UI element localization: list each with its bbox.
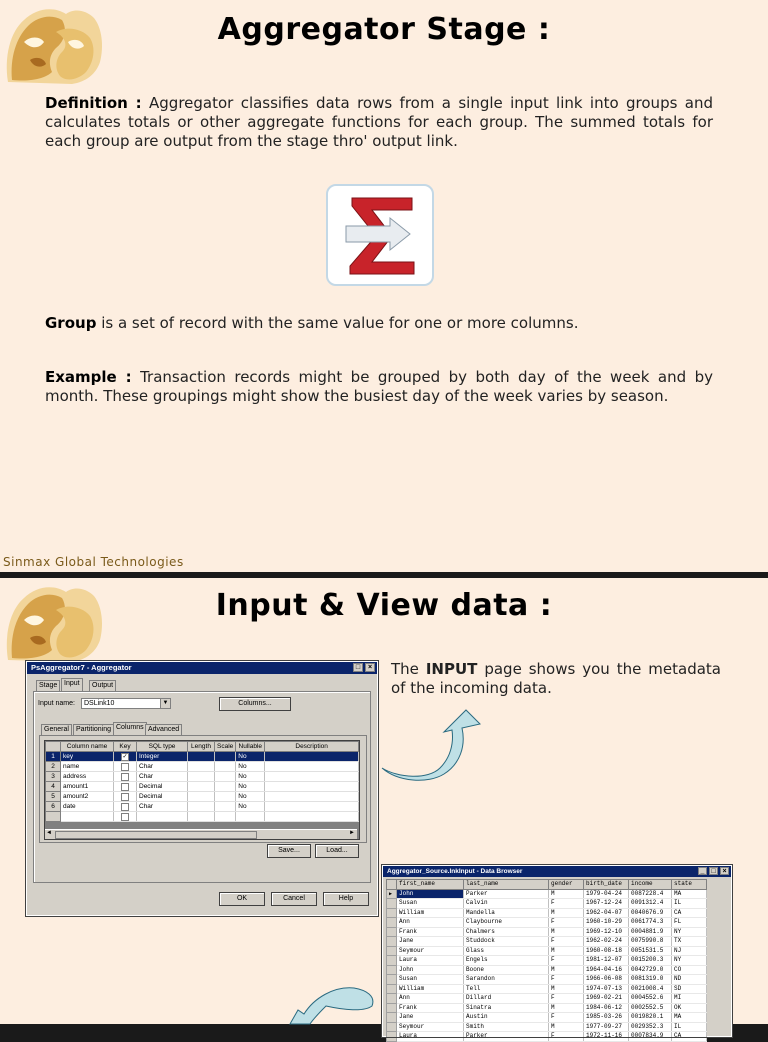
browser-cell[interactable]: 1969-02-21 [584,994,629,1004]
browser-cell[interactable]: Chalmers [464,927,549,937]
dialog-title: PsAggregator7 - Aggregator [31,663,132,672]
row-header[interactable] [387,1032,397,1042]
table-row[interactable] [387,1022,707,1032]
browser-cell[interactable]: MA [672,1013,707,1023]
length-cell[interactable] [188,752,215,762]
table-row[interactable] [387,899,707,909]
length-cell[interactable] [188,772,215,782]
browser-cell[interactable]: NY [672,956,707,966]
column-name-cell[interactable]: name [61,762,114,772]
browser-cell[interactable]: Frank [397,927,464,937]
maximize-icon[interactable]: □ [353,663,363,672]
browser-cell[interactable]: Studdock [464,937,549,947]
browser-cell[interactable]: William [397,984,464,994]
definition-text: Aggregator classifies data rows from a single input link into groups and calculates totals or other aggregate functions for each group. The summed totals for each group are output from the stage thro' output link. [45,94,713,150]
table-row-new[interactable] [46,812,359,822]
input-page-description [391,660,721,698]
nullable-cell[interactable]: No [236,792,265,802]
browser-title: Aggregator_Source.lnkInput - Data Browser [387,868,523,875]
browser-cell[interactable]: Sarandon [464,975,549,985]
browser-cell[interactable]: Engels [464,956,549,966]
scale-cell[interactable] [215,782,236,792]
columns-table [45,741,359,822]
table-row[interactable] [387,918,707,928]
browser-cell[interactable]: IL [672,1022,707,1032]
browser-cell[interactable]: M [549,908,584,918]
columns-button[interactable]: Columns... [219,697,291,711]
browser-cell[interactable]: FL [672,918,707,928]
row-number: 2 [46,762,61,772]
data-browser-window [382,865,732,1040]
description-cell[interactable] [265,752,359,762]
browser-cell[interactable]: 0029352.3 [629,1022,672,1032]
browser-cell[interactable]: 1972-11-16 [584,1032,629,1042]
browser-cell[interactable]: 1964-04-16 [584,965,629,975]
description-cell[interactable] [265,802,359,812]
maximize-icon[interactable]: □ [709,867,718,875]
browser-cell[interactable]: Tell [464,984,549,994]
sql-type-cell[interactable]: Char [137,772,188,782]
row-header[interactable] [387,927,397,937]
browser-cell[interactable]: 1969-12-10 [584,927,629,937]
row-header[interactable] [387,937,397,947]
sql-type-cell[interactable]: Integer [137,752,188,762]
browser-cell[interactable]: 1974-07-13 [584,984,629,994]
row-number: 1 [46,752,61,762]
browser-cell[interactable]: 0040676.9 [629,908,672,918]
column-name-cell[interactable]: date [61,802,114,812]
browser-cell[interactable]: M [549,965,584,975]
cancel-button[interactable]: Cancel [271,892,317,906]
row-header[interactable] [387,984,397,994]
browser-cell[interactable]: 1985-03-26 [584,1013,629,1023]
browser-cell[interactable]: John [397,965,464,975]
browser-cell[interactable]: Dillard [464,994,549,1004]
row-header[interactable] [387,946,397,956]
column-header[interactable]: last_name [464,880,549,890]
nullable-cell[interactable]: No [236,802,265,812]
row-header[interactable] [387,1003,397,1013]
browser-cell[interactable]: 1960-08-18 [584,946,629,956]
browser-cell[interactable]: 0004881.9 [629,927,672,937]
horizontal-scrollbar[interactable] [45,829,357,839]
browser-cell[interactable]: OK [672,1003,707,1013]
browser-cell[interactable]: Mandella [464,908,549,918]
table-row[interactable] [387,1013,707,1023]
browser-cell[interactable]: Jane [397,937,464,947]
row-header[interactable] [387,975,397,985]
browser-cell[interactable]: IL [672,899,707,909]
browser-cell[interactable]: F [549,899,584,909]
browser-table [386,879,707,1042]
scale-cell[interactable] [215,792,236,802]
key-checkbox[interactable] [114,782,137,792]
browser-cell[interactable]: Susan [397,899,464,909]
column-name-cell[interactable]: key [61,752,114,762]
sql-type-cell[interactable]: Char [137,762,188,772]
column-header[interactable]: first_name [397,880,464,890]
scale-cell[interactable] [215,772,236,782]
browser-cell[interactable]: M [549,1003,584,1013]
table-row[interactable] [387,908,707,918]
browser-cell[interactable]: 0051531.5 [629,946,672,956]
browser-cell[interactable]: Smith [464,1022,549,1032]
curved-arrow-icon [284,982,380,1024]
scale-cell[interactable] [215,762,236,772]
browser-cell[interactable]: 0091312.4 [629,899,672,909]
row-number: 6 [46,802,61,812]
dialog-titlebar [27,662,377,674]
browser-cell[interactable]: 0042729.0 [629,965,672,975]
browser-cell[interactable]: 0007834.9 [629,1032,672,1042]
definition-label: Definition : [45,94,142,112]
browser-cell[interactable]: M [549,984,584,994]
browser-cell[interactable]: TX [672,937,707,947]
aggregator-sigma-icon [326,184,434,286]
browser-cell[interactable]: Boone [464,965,549,975]
example-text: Transaction records might be grouped by both day of the week and by month. These groupings might show the busiest day of the week varies by season. [45,368,713,405]
row-header[interactable] [387,956,397,966]
table-row[interactable] [387,937,707,947]
slide-title: Input & View data : [215,588,553,623]
browser-cell[interactable]: 0075990.8 [629,937,672,947]
browser-cell[interactable]: SD [672,984,707,994]
close-icon[interactable]: × [365,663,375,672]
browser-cell[interactable]: 1962-02-24 [584,937,629,947]
close-icon[interactable]: × [720,867,729,875]
key-checkbox[interactable] [114,772,137,782]
table-row[interactable] [387,994,707,1004]
load-button[interactable]: Load... [315,844,359,858]
input-name-value: DSLink10 [84,700,115,707]
nullable-cell[interactable]: No [236,762,265,772]
table-row[interactable] [46,752,359,762]
length-cell[interactable] [188,762,215,772]
table-row[interactable] [387,1032,707,1042]
example-paragraph [45,368,713,406]
columns-grid [44,740,360,840]
browser-cell[interactable]: John [397,889,464,899]
table-row[interactable] [387,927,707,937]
browser-cell[interactable]: F [549,937,584,947]
table-row[interactable] [46,792,359,802]
row-number-header [46,742,61,752]
browser-cell[interactable]: MI [672,994,707,1004]
browser-cell[interactable]: NY [672,927,707,937]
help-button[interactable]: Help [323,892,369,906]
browser-cell[interactable]: F [549,956,584,966]
browser-cell[interactable]: 0021008.4 [629,984,672,994]
scale-cell[interactable] [215,802,236,812]
key-checkbox[interactable] [114,812,137,822]
subtab-general[interactable]: General [41,724,72,735]
browser-cell[interactable]: Parker [464,889,549,899]
group-text: is a set of record with the same value for one or more columns. [96,314,579,332]
browser-cell[interactable]: CO [672,965,707,975]
browser-cell[interactable]: 0087228.4 [629,889,672,899]
key-checkbox[interactable] [114,792,137,802]
group-label: Group [45,314,97,332]
browser-cell[interactable]: Jane [397,1013,464,1023]
table-row[interactable] [387,965,707,975]
browser-cell[interactable]: 1977-09-27 [584,1022,629,1032]
browser-cell[interactable]: Frank [397,1003,464,1013]
nullable-cell[interactable]: No [236,782,265,792]
column-header[interactable]: Nullable [236,742,265,752]
browser-cell[interactable]: F [549,975,584,985]
browser-titlebar [383,866,731,877]
browser-table-body [387,889,707,1041]
browser-cell[interactable]: 1960-10-29 [584,918,629,928]
browser-cell[interactable]: Parker [464,1032,549,1042]
row-number: 3 [46,772,61,782]
description-cell[interactable] [265,762,359,772]
length-cell[interactable] [188,802,215,812]
length-cell[interactable] [188,792,215,802]
table-row[interactable] [387,1003,707,1013]
row-header[interactable] [387,899,397,909]
input-name-select[interactable] [81,698,171,709]
browser-cell[interactable]: 1967-12-24 [584,899,629,909]
column-header[interactable]: Length [188,742,215,752]
key-checkbox[interactable]: ✓ [114,752,137,762]
column-name-cell[interactable]: address [61,772,114,782]
browser-cell[interactable]: 0081319.0 [629,975,672,985]
nullable-cell[interactable]: No [236,752,265,762]
columns-header-row [46,742,359,752]
subtab-advanced[interactable]: Advanced [145,724,182,735]
desc-bold: INPUT [425,660,478,678]
table-row[interactable] [46,772,359,782]
footer-company: Sinmax Global Technologies [3,555,184,569]
row-number: 4 [46,782,61,792]
sql-type-cell[interactable]: Char [137,802,188,812]
table-row[interactable] [387,984,707,994]
slide-title: Aggregator Stage : [217,12,551,47]
browser-cell[interactable]: F [549,994,584,1004]
table-row[interactable] [46,782,359,792]
description-cell[interactable] [265,782,359,792]
example-label: Example : [45,368,132,386]
table-row[interactable] [387,946,707,956]
table-row[interactable] [46,762,359,772]
sql-type-cell[interactable]: Decimal [137,782,188,792]
browser-cell[interactable]: 0061774.3 [629,918,672,928]
column-header[interactable]: income [629,880,672,890]
group-paragraph [45,314,713,333]
key-checkbox[interactable] [114,802,137,812]
tab-input[interactable]: Input [61,678,83,691]
column-header[interactable]: birth_date [584,880,629,890]
row-header[interactable] [387,965,397,975]
column-header[interactable]: state [672,880,707,890]
desc-text: The [391,660,426,678]
browser-cell[interactable]: Seymour [397,946,464,956]
ok-button[interactable]: OK [219,892,265,906]
browser-cell[interactable]: 1962-04-07 [584,908,629,918]
curved-arrow-icon [378,704,488,784]
sql-type-cell[interactable]: Decimal [137,792,188,802]
browser-cell[interactable]: Laura [397,956,464,966]
tab-stage[interactable]: Stage [36,680,60,691]
browser-cell[interactable]: M [549,927,584,937]
browser-cell[interactable]: Calvin [464,899,549,909]
length-cell[interactable] [188,782,215,792]
column-header[interactable]: Column name [61,742,114,752]
scrollbar-thumb[interactable] [55,831,257,839]
nullable-cell[interactable]: No [236,772,265,782]
column-header[interactable]: Description [265,742,359,752]
subtab-partitioning[interactable]: Partitioning [73,724,114,735]
browser-cell[interactable]: 1966-06-08 [584,975,629,985]
description-cell[interactable] [265,792,359,802]
browser-cell[interactable]: Sinatra [464,1003,549,1013]
browser-cell[interactable]: Susan [397,975,464,985]
row-header[interactable] [387,994,397,1004]
browser-cell[interactable]: MA [672,889,707,899]
description-cell[interactable] [265,772,359,782]
browser-cell[interactable]: CA [672,1032,707,1042]
row-header[interactable] [387,908,397,918]
browser-cell[interactable]: NJ [672,946,707,956]
column-name-cell[interactable]: amount2 [61,792,114,802]
definition-paragraph [45,94,713,151]
slide-input-view-data [0,578,768,1040]
browser-cell[interactable]: Seymour [397,1022,464,1032]
row-header[interactable] [387,1013,397,1023]
scroll-right-icon[interactable]: ► [349,830,355,836]
minimize-icon[interactable]: _ [698,867,707,875]
row-header[interactable] [387,1022,397,1032]
column-header[interactable]: Key [114,742,137,752]
browser-cell[interactable]: 0004552.6 [629,994,672,1004]
browser-cell[interactable]: 0015200.3 [629,956,672,966]
browser-cell[interactable]: 1981-12-07 [584,956,629,966]
browser-cell[interactable]: Glass [464,946,549,956]
column-header[interactable]: Scale [215,742,236,752]
browser-cell[interactable]: M [549,1022,584,1032]
column-header[interactable]: gender [549,880,584,890]
browser-cell[interactable]: 1984-06-12 [584,1003,629,1013]
scale-cell[interactable] [215,752,236,762]
current-row-indicator[interactable]: ▶ [387,889,397,899]
browser-cell[interactable]: William [397,908,464,918]
browser-cell[interactable]: Ann [397,918,464,928]
browser-cell[interactable]: Laura [397,1032,464,1042]
browser-cell[interactable]: M [549,889,584,899]
row-header[interactable] [387,918,397,928]
row-number: 5 [46,792,61,802]
input-name-label: Input name: [38,700,75,707]
browser-cell[interactable]: CA [672,908,707,918]
browser-cell[interactable]: M [549,946,584,956]
scroll-left-icon[interactable]: ◄ [46,830,52,836]
chevron-down-icon[interactable]: ▼ [160,699,170,708]
column-header[interactable]: SQL type [137,742,188,752]
tab-output[interactable]: Output [89,680,116,691]
subtab-columns[interactable]: Columns [113,722,147,735]
desc-text-post: page shows you the metadata of the incoming data. [391,660,722,697]
table-row[interactable] [46,802,359,812]
table-row[interactable] [387,889,707,899]
browser-cell[interactable]: F [549,918,584,928]
key-checkbox[interactable] [114,762,137,772]
browser-cell[interactable]: ND [672,975,707,985]
browser-cell[interactable]: Austin [464,1013,549,1023]
browser-cell[interactable]: F [549,1032,584,1042]
browser-cell[interactable]: 0019820.1 [629,1013,672,1023]
browser-cell[interactable]: Ann [397,994,464,1004]
browser-cell[interactable]: 0002552.5 [629,1003,672,1013]
browser-cell[interactable]: 1979-04-24 [584,889,629,899]
column-name-cell[interactable]: amount1 [61,782,114,792]
browser-cell[interactable]: F [549,1013,584,1023]
table-row[interactable] [387,956,707,966]
save-button[interactable]: Save... [267,844,311,858]
table-row[interactable] [387,975,707,985]
browser-cell[interactable]: Claybourne [464,918,549,928]
aggregator-dialog [26,661,378,916]
browser-header-row [387,880,707,890]
